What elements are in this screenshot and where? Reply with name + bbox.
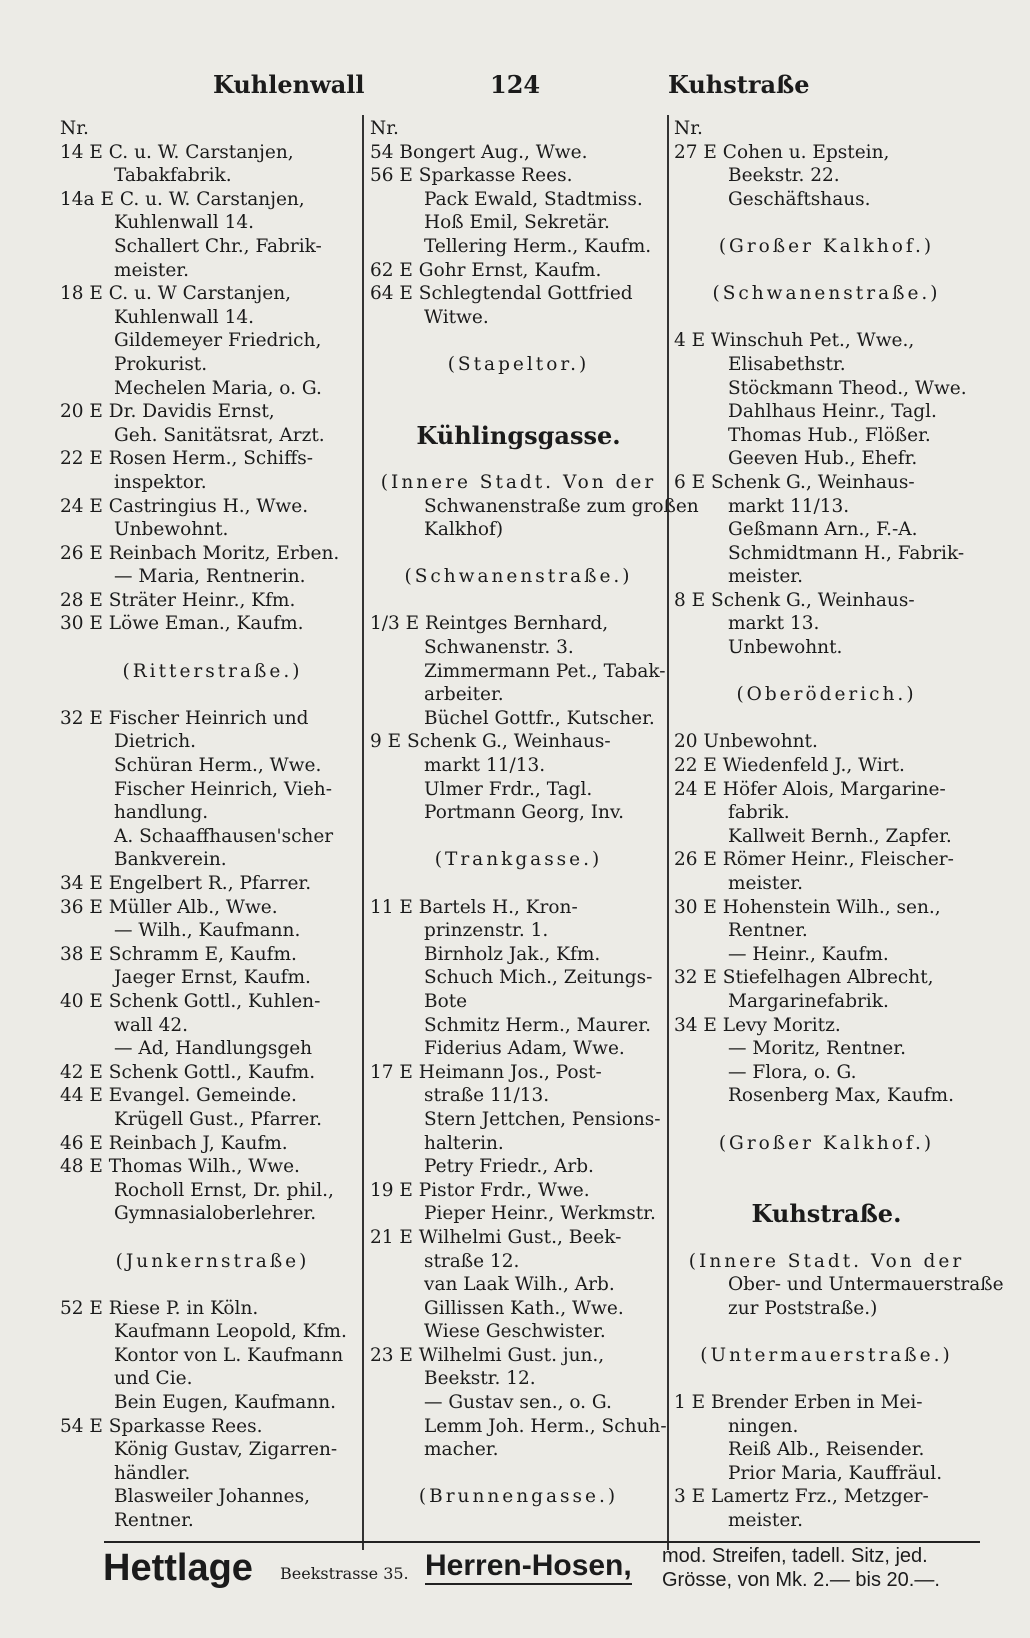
entry-line: Unbewohnt.: [728, 637, 843, 659]
blank-line: [674, 259, 979, 283]
entry-line: 34 E Engelbert R., Pfarrer.: [60, 873, 312, 894]
entry-line: 32 E Fischer Heinrich und: [60, 707, 309, 729]
blank-line: [674, 211, 979, 235]
entry-line: Fischer Heinrich, Vieh-: [114, 778, 332, 800]
entry-line: markt 11/13.: [728, 495, 850, 517]
entry-line: arbeiter.: [424, 684, 504, 706]
entry-line: 30 E Löwe Eman., Kaufm.: [60, 613, 304, 635]
header-street-right: Kuhstraße: [668, 70, 810, 99]
ad-brand: Hettlage: [103, 1547, 253, 1589]
entry-line: Rentner.: [114, 1510, 194, 1532]
entry-line: Kalkhof): [424, 519, 504, 541]
entry-line: Schwanenstr. 3.: [424, 637, 574, 659]
entry-line: — Flora, o. G.: [728, 1061, 857, 1083]
entry-line: und Cie.: [114, 1368, 193, 1390]
section-heading: (Brunnengasse.): [418, 1486, 619, 1508]
page-number: 124: [490, 70, 541, 99]
advertisement: [95, 1543, 985, 1609]
entry-line: Schüran Herm., Wwe.: [114, 755, 322, 777]
entry-line: Birnholz Jak., Kfm.: [424, 943, 601, 965]
entry-line: Unbewohnt.: [114, 519, 229, 541]
entry-line: 64 E Schlegtendal Gottfried: [370, 283, 633, 305]
entry-line: Kuhlenwall 14.: [114, 306, 255, 328]
entry-line: 46 E Reinbach J, Kaufm.: [60, 1132, 288, 1154]
blank-line: [674, 306, 979, 330]
entry-line: 17 E Heimann Jos., Post-: [370, 1061, 602, 1083]
entry-line: 34 E Levy Moritz.: [674, 1014, 841, 1036]
entry-line: Geßmann Arn., F.-A.: [728, 519, 918, 541]
blank-line: [370, 377, 667, 401]
entry-line: macher.: [424, 1439, 499, 1461]
blank-line: [60, 636, 365, 660]
entry-line: Bote: [424, 990, 468, 1012]
section-heading: (Großer Kalkhof.): [718, 235, 935, 257]
entry-line: meister.: [728, 1510, 803, 1532]
entry-line: 3 E Lamertz Frz., Metzger-: [674, 1486, 929, 1508]
blank-line: [674, 1108, 979, 1132]
entry-line: halterin.: [424, 1132, 504, 1154]
entry-line: Ober- und Untermauerstraße: [728, 1274, 1004, 1296]
section-heading: (Innere Stadt. Von der: [380, 471, 657, 493]
entry-line: — Wilh., Kaufmann.: [114, 920, 301, 942]
entry-line: — Maria, Rentnerin.: [114, 566, 306, 588]
entry-line: Wiese Geschwister.: [424, 1321, 606, 1343]
entry-line: 14 E C. u. W. Carstanjen,: [60, 141, 294, 163]
entry-line: meister.: [728, 566, 803, 588]
entry-line: Pack Ewald, Stadtmiss.: [424, 188, 643, 210]
entry-line: 30 E Hohenstein Wilh., sen.,: [674, 896, 941, 918]
entry-line: 9 E Schenk G., Weinhaus-: [370, 731, 611, 753]
blank-line: [370, 825, 667, 849]
entry-line: Nr.: [674, 118, 703, 139]
entry-line: Nr.: [60, 118, 89, 139]
entry-line: 62 E Gohr Ernst, Kaufm.: [370, 259, 602, 281]
entry-line: Geh. Sanitätsrat, Arzt.: [114, 424, 325, 446]
blank-line: [60, 683, 365, 707]
entry-line: — Moritz, Rentner.: [728, 1038, 906, 1060]
blank-line: [674, 1367, 979, 1391]
entry-line: Schuch Mich., Zeitungs-: [424, 967, 653, 989]
entry-line: meister.: [114, 259, 189, 281]
ad-line-2: Grösse, von Mk. 2.— bis 20.—.: [662, 1569, 940, 1591]
entry-line: Elisabethstr.: [728, 353, 846, 375]
entry-line: Schwanenstraße zum großen: [424, 495, 699, 517]
blank-line: [370, 447, 667, 471]
entry-line: Tellering Herm., Kaufm.: [424, 235, 652, 257]
entry-line: Dietrich.: [114, 731, 197, 753]
blank-line: [674, 1320, 979, 1344]
entry-line: Beekstr. 22.: [728, 165, 840, 187]
entry-line: Margarinefabrik.: [728, 990, 889, 1012]
entry-line: 20 E Dr. Davidis Ernst,: [60, 401, 275, 423]
blank-line: [370, 329, 667, 353]
entry-line: 42 E Schenk Gottl., Kaufm.: [60, 1061, 316, 1083]
entry-line: Tabakfabrik.: [114, 165, 232, 187]
entry-line: straße 12.: [424, 1250, 520, 1272]
entry-line: Jaeger Ernst, Kaufm.: [114, 967, 311, 989]
entry-line: Rentner.: [728, 920, 808, 942]
section-heading: (Trankgasse.): [434, 849, 603, 871]
entry-line: Ulmer Frdr., Tagl.: [424, 778, 593, 800]
entry-line: handlung.: [114, 802, 209, 824]
entry-line: Thomas Hub., Flößer.: [728, 424, 931, 446]
column-divider: [667, 115, 669, 1550]
entry-line: straße 11/13.: [424, 1085, 550, 1107]
entry-line: Nr.: [370, 118, 399, 139]
section-heading: (Untermauerstraße.): [700, 1344, 953, 1366]
entry-line: 48 E Thomas Wilh., Wwe.: [60, 1156, 300, 1178]
blank-line: [370, 542, 667, 566]
entry-line: Lemm Joh. Herm., Schuh-: [424, 1415, 667, 1437]
entry-line: zur Poststraße.): [728, 1297, 878, 1319]
entry-line: Portmann Georg, Inv.: [424, 802, 625, 824]
entry-line: 32 E Stiefelhagen Albrecht,: [674, 967, 934, 989]
entry-line: 40 E Schenk Gottl., Kuhlen-: [60, 990, 321, 1012]
entry-line: König Gustav, Zigarren-: [114, 1439, 338, 1461]
section-heading: (Schwanenstraße.): [712, 283, 941, 305]
section-heading: (Ritterstraße.): [122, 660, 303, 682]
entry-line: Krügell Gust., Pfarrer.: [114, 1108, 322, 1130]
entry-line: Schallert Chr., Fabrik-: [114, 235, 322, 257]
entry-line: markt 11/13.: [424, 755, 546, 777]
column-middle: [370, 117, 699, 1509]
section-heading: (Oberöderich.): [736, 684, 917, 706]
entry-line: Reiß Alb., Reisender.: [728, 1439, 925, 1461]
entry-line: 36 E Müller Alb., Wwe.: [60, 896, 278, 918]
entry-line: — Gustav sen., o. G.: [424, 1392, 612, 1414]
entry-line: Prior Maria, Kauffräul.: [728, 1462, 943, 1484]
section-heading: (Junkernstraße): [115, 1250, 310, 1272]
entry-line: Prokurist.: [114, 353, 208, 375]
entry-line: Hoß Emil, Sekretär.: [424, 212, 610, 234]
entry-line: 21 E Wilhelmi Gust., Beek-: [370, 1226, 622, 1248]
entry-line: Kallweit Bernh., Zapfer.: [728, 825, 952, 847]
blank-line: [674, 1155, 979, 1179]
blank-line: [370, 1462, 667, 1486]
street-title: Kuhstraße.: [751, 1199, 902, 1229]
entry-line: Rosenberg Max, Kaufm.: [728, 1085, 954, 1107]
blank-line: [370, 872, 667, 896]
entry-line: Pieper Heinr., Werkmstr.: [424, 1203, 656, 1225]
ad-product: Herren-Hosen,: [425, 1549, 632, 1585]
entry-line: 54 E Sparkasse Rees.: [60, 1415, 263, 1437]
entry-line: 24 E Höfer Alois, Margarine-: [674, 778, 946, 800]
entry-line: 14a E C. u. W. Carstanjen,: [60, 188, 305, 210]
entry-line: prinzenstr. 1.: [424, 920, 549, 942]
blank-line: [370, 589, 667, 613]
entry-line: 23 E Wilhelmi Gust. jun.,: [370, 1344, 605, 1366]
entry-line: meister.: [728, 873, 803, 894]
entry-line: 1 E Brender Erben in Mei-: [674, 1392, 923, 1414]
entry-line: 54 Bongert Aug., Wwe.: [370, 141, 588, 163]
entry-line: Gillissen Kath., Wwe.: [424, 1297, 624, 1319]
entry-line: Geeven Hub., Ehefr.: [728, 448, 918, 470]
entry-line: Petry Friedr., Arb.: [424, 1156, 594, 1178]
section-heading: (Stapeltor.): [447, 353, 590, 375]
entry-line: Witwe.: [424, 306, 489, 328]
section-heading: (Innere Stadt. Von der: [688, 1250, 965, 1272]
entry-line: Stöckmann Theod., Wwe.: [728, 377, 967, 399]
entry-line: 28 E Sträter Heinr., Kfm.: [60, 589, 296, 611]
entry-line: Geschäftshaus.: [728, 188, 871, 210]
entry-line: 22 E Rosen Herm., Schiffs-: [60, 448, 313, 470]
entry-line: 11 E Bartels H., Kron-: [370, 896, 578, 918]
ad-line-1: mod. Streifen, tadell. Sitz, jed.: [662, 1545, 928, 1567]
entry-line: A. Schaaffhausen'scher: [114, 825, 334, 847]
entry-line: händler.: [114, 1462, 191, 1484]
entry-line: 38 E Schramm E, Kaufm.: [60, 943, 297, 965]
street-title: Kühlingsgasse.: [416, 420, 621, 450]
entry-line: Gildemeyer Friedrich,: [114, 330, 322, 352]
section-heading: (Schwanenstraße.): [404, 566, 633, 588]
entry-line: Dahlhaus Heinr., Tagl.: [728, 401, 937, 423]
column-right: [674, 117, 1004, 1533]
entry-line: Schmitz Herm., Maurer.: [424, 1014, 651, 1036]
blank-line: [674, 707, 979, 731]
entry-line: 56 E Sparkasse Rees.: [370, 165, 573, 187]
column-left: [60, 117, 365, 1533]
entry-line: 27 E Cohen u. Epstein,: [674, 141, 890, 163]
entry-line: Schmidtmann H., Fabrik-: [728, 542, 965, 564]
entry-line: 6 E Schenk G., Weinhaus-: [674, 471, 915, 493]
entry-line: Bankverein.: [114, 849, 227, 871]
entry-line: van Laak Wilh., Arb.: [424, 1274, 615, 1296]
entry-line: Büchel Gottfr., Kutscher.: [424, 707, 655, 729]
entry-line: 18 E C. u. W Carstanjen,: [60, 283, 292, 305]
entry-line: 26 E Reinbach Moritz, Erben.: [60, 542, 340, 564]
entry-line: Mechelen Maria, o. G.: [114, 377, 322, 399]
entry-line: 20 Unbewohnt.: [674, 731, 818, 753]
entry-line: Blasweiler Johannes,: [114, 1486, 310, 1508]
blank-line: [674, 1226, 979, 1250]
entry-line: markt 13.: [728, 613, 820, 635]
entry-line: 52 E Riese P. in Köln.: [60, 1297, 259, 1319]
entry-line: — Heinr., Kaufm.: [728, 943, 889, 965]
entry-line: inspektor.: [114, 471, 207, 493]
entry-line: fabrik.: [728, 802, 790, 824]
entry-line: ningen.: [728, 1415, 799, 1437]
entry-line: 4 E Winschuh Pet., Wwe.,: [674, 330, 915, 352]
entry-line: Kuhlenwall 14.: [114, 212, 255, 234]
blank-line: [674, 660, 979, 684]
entry-line: Zimmermann Pet., Tabak-: [424, 660, 666, 682]
entry-line: 24 E Castringius H., Wwe.: [60, 495, 309, 517]
entry-line: wall 42.: [114, 1014, 188, 1036]
entry-line: 1/3 E Reintges Bernhard,: [370, 613, 609, 635]
entry-line: Beekstr. 12.: [424, 1368, 536, 1390]
entry-line: Rocholl Ernst, Dr. phil.,: [114, 1179, 334, 1201]
entry-line: 22 E Wiedenfeld J., Wirt.: [674, 755, 905, 777]
entry-line: Kaufmann Leopold, Kfm.: [114, 1321, 347, 1343]
entry-line: Bein Eugen, Kaufmann.: [114, 1392, 337, 1414]
entry-line: Fiderius Adam, Wwe.: [424, 1038, 625, 1060]
header-street-left: Kuhlenwall: [213, 70, 365, 99]
entry-line: 19 E Pistor Frdr., Wwe.: [370, 1179, 590, 1201]
entry-line: Stern Jettchen, Pensions-: [424, 1108, 661, 1130]
blank-line: [60, 1273, 365, 1297]
entry-line: 8 E Schenk G., Weinhaus-: [674, 589, 915, 611]
entry-line: 26 E Römer Heinr., Fleischer-: [674, 849, 954, 871]
section-heading: (Großer Kalkhof.): [718, 1132, 935, 1154]
ad-address: Beekstrasse 35.: [280, 1564, 409, 1583]
entry-line: — Ad, Handlungsgeh: [114, 1038, 313, 1060]
entry-line: Kontor von L. Kaufmann: [114, 1344, 344, 1366]
entry-line: Gymnasialoberlehrer.: [114, 1203, 317, 1225]
blank-line: [60, 1226, 365, 1250]
entry-line: 44 E Evangel. Gemeinde.: [60, 1085, 297, 1107]
